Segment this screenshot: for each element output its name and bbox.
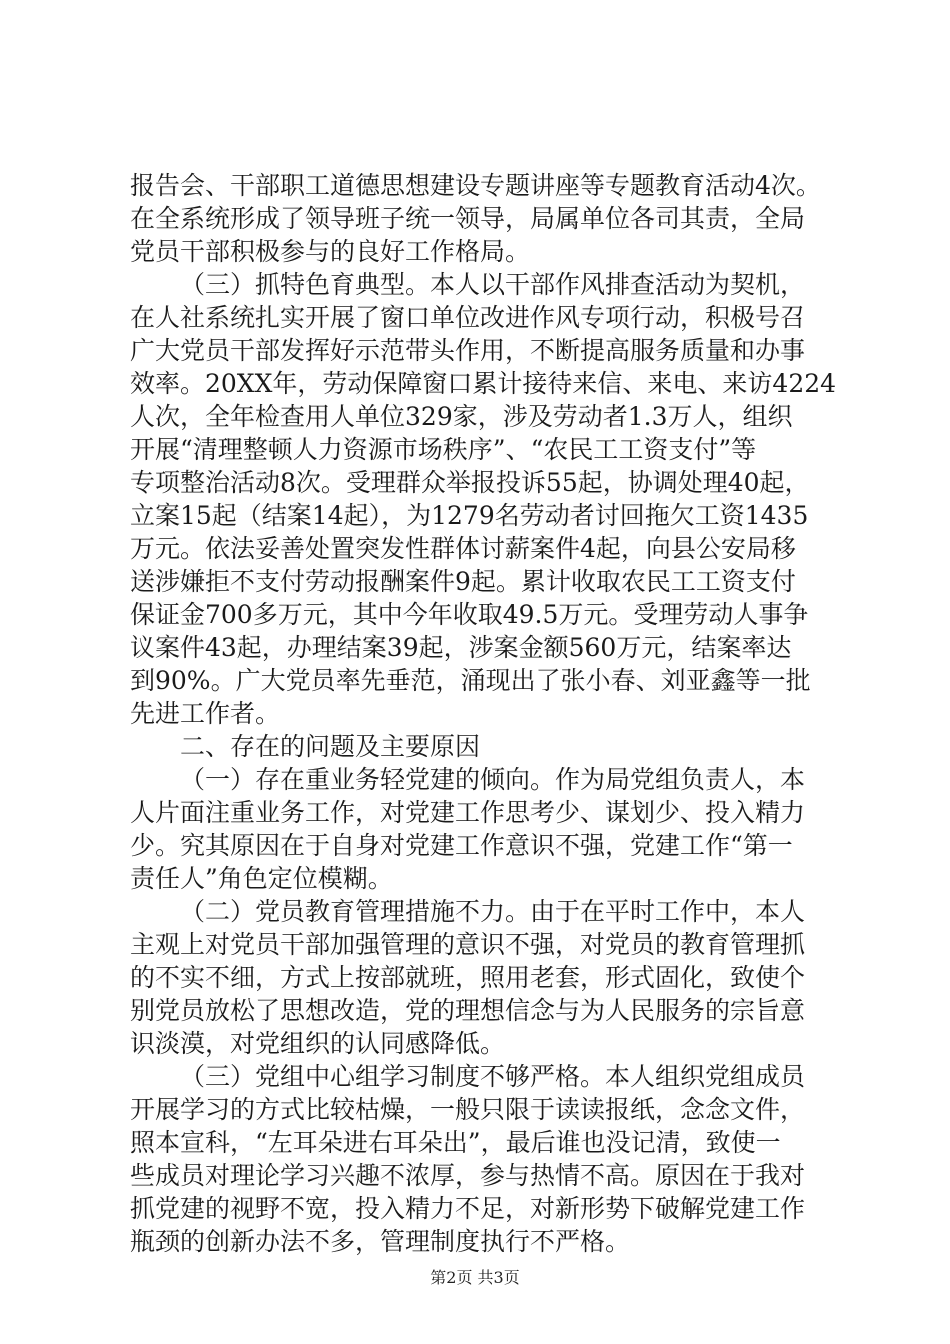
body-text-line: 照本宣科，“左耳朵进右耳朵出”，最后谁也没记清，致使一 (130, 1128, 781, 1157)
page-number-footer: 第2页 共3页 (430, 1268, 520, 1287)
section-heading-line: 二、存在的问题及主要原因 (180, 732, 481, 761)
body-text-line: 开展学习的方式比较枯燥，一般只限于读读报纸，念念文件， (130, 1095, 806, 1124)
body-text-line: 抓党建的视野不宽，投入精力不足，对新形势下破解党建工作 (130, 1194, 806, 1223)
body-text-line: 人次，全年检查用人单位329家，涉及劳动者1.3万人，组织 (130, 402, 793, 431)
body-text-line: 立案15起（结案14起），为1279名劳动者讨回拖欠工资1435 (130, 501, 809, 530)
body-text-line: 送涉嫌拒不支付劳动报酬案件9起。累计收取农民工工资支付 (130, 567, 796, 596)
body-text-line: 的不实不细，方式上按部就班，照用老套，形式固化，致使个 (130, 963, 806, 992)
section-heading-line: （三）抓特色育典型。本人以干部作风排查活动为契机， (180, 270, 806, 299)
section-heading-line: （一）存在重业务轻党建的倾向。作为局党组负责人，本 (180, 765, 806, 794)
section-heading-line: （三）党组中心组学习制度不够严格。本人组织党组成员 (180, 1062, 806, 1091)
body-text-line: 议案件43起，办理结案39起，涉案金额560万元，结案率达 (130, 633, 792, 662)
body-text-line: 开展“清理整顿人力资源市场秩序”、“农民工工资支付”等 (130, 435, 757, 464)
body-text-line: 在全系统形成了领导班子统一领导，局属单位各司其责，全局 (130, 204, 806, 233)
body-text-line: 广大党员干部发挥好示范带头作用，不断提高服务质量和办事 (130, 336, 806, 365)
body-text-line: 效率。20XX年，劳动保障窗口累计接待来信、来电、来访4224 (130, 369, 837, 398)
body-text-line: 党员干部积极参与的良好工作格局。 (130, 237, 531, 266)
body-text-line: 在人社系统扎实开展了窗口单位改进作风专项行动，积极号召 (130, 303, 806, 332)
section-heading-line: （二）党员教育管理措施不力。由于在平时工作中，本人 (180, 897, 806, 926)
body-text-line: 报告会、干部职工道德思想建设专题讲座等专题教育活动4次。 (130, 171, 821, 200)
body-text-line: 些成员对理论学习兴趣不浓厚，参与热情不高。原因在于我对 (130, 1161, 806, 1190)
body-text-line: 主观上对党员干部加强管理的意识不强，对党员的教育管理抓 (130, 930, 806, 959)
body-text-line: 专项整治活动8次。受理群众举报投诉55起，协调处理40起， (130, 468, 810, 497)
body-text-line: 保证金700多万元，其中今年收取49.5万元。受理劳动人事争 (130, 600, 809, 629)
body-text-line: 先进工作者。 (130, 699, 281, 728)
body-text-line: 识淡漠，对党组织的认同感降低。 (130, 1029, 506, 1058)
body-text-line: 万元。依法妥善处置突发性群体讨薪案件4起，向县公安局移 (130, 534, 796, 563)
body-text-line: 人片面注重业务工作，对党建工作思考少、谋划少、投入精力 (130, 798, 806, 827)
body-text-line: 到90%。广大党员率先垂范，涌现出了张小春、刘亚鑫等一批 (130, 666, 811, 695)
body-text-line: 瓶颈的创新办法不多，管理制度执行不严格。 (130, 1227, 631, 1256)
body-text-line: 责任人”角色定位模糊。 (130, 864, 393, 893)
body-text-line: 少。究其原因在于自身对党建工作意识不强，党建工作“第一 (130, 831, 793, 860)
body-text-line: 别党员放松了思想改造，党的理想信念与为人民服务的宗旨意 (130, 996, 806, 1025)
